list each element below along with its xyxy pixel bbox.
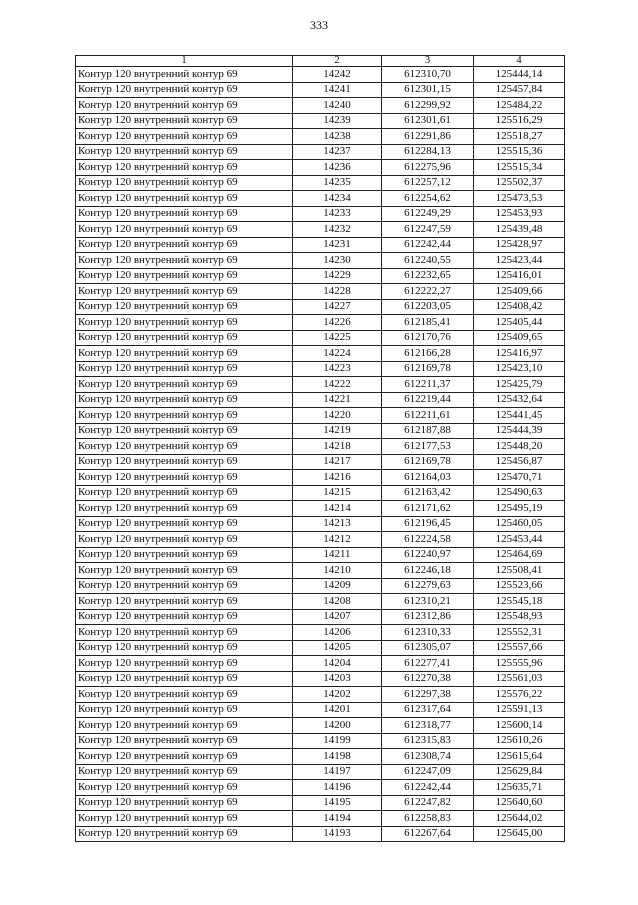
point-number-cell: 14219 <box>293 423 382 439</box>
y-coordinate-cell: 125432,64 <box>474 392 565 408</box>
y-coordinate-cell: 125428,97 <box>474 237 565 253</box>
table-row <box>76 330 565 346</box>
y-coordinate-cell: 125423,44 <box>474 253 565 269</box>
contour-name-cell: Контур 120 внутренний контур 69 <box>76 82 293 98</box>
y-coordinate-cell: 125490,63 <box>474 485 565 501</box>
x-coordinate-cell: 612242,44 <box>382 780 474 796</box>
y-coordinate-cell: 125464,69 <box>474 547 565 563</box>
point-number-cell: 14214 <box>293 501 382 517</box>
point-number-cell: 14215 <box>293 485 382 501</box>
y-coordinate-cell: 125561,03 <box>474 671 565 687</box>
contour-name-cell: Контур 120 внутренний контур 69 <box>76 749 293 765</box>
y-coordinate-cell: 125508,41 <box>474 563 565 579</box>
contour-name-cell: Контур 120 внутренний контур 69 <box>76 315 293 331</box>
point-number-cell: 14224 <box>293 346 382 362</box>
table-row <box>76 578 565 594</box>
point-number-cell: 14198 <box>293 749 382 765</box>
table-row <box>76 687 565 703</box>
table-row <box>76 361 565 377</box>
point-number-cell: 14212 <box>293 532 382 548</box>
y-coordinate-cell: 125456,87 <box>474 454 565 470</box>
table-row <box>76 733 565 749</box>
x-coordinate-cell: 612219,44 <box>382 392 474 408</box>
y-coordinate-cell: 125416,01 <box>474 268 565 284</box>
point-number-cell: 14217 <box>293 454 382 470</box>
point-number-cell: 14223 <box>293 361 382 377</box>
x-coordinate-cell: 612242,44 <box>382 237 474 253</box>
x-coordinate-cell: 612254,62 <box>382 191 474 207</box>
x-coordinate-cell: 612232,65 <box>382 268 474 284</box>
contour-name-cell: Контур 120 внутренний контур 69 <box>76 439 293 455</box>
point-number-cell: 14206 <box>293 625 382 641</box>
contour-name-cell: Контур 120 внутренний контур 69 <box>76 129 293 145</box>
table-row <box>76 656 565 672</box>
contour-name-cell: Контур 120 внутренний контур 69 <box>76 423 293 439</box>
x-coordinate-cell: 612312,86 <box>382 609 474 625</box>
y-coordinate-cell: 125645,00 <box>474 826 565 842</box>
table-row <box>76 160 565 176</box>
contour-name-cell: Контур 120 внутренний контур 69 <box>76 578 293 594</box>
point-number-cell: 14193 <box>293 826 382 842</box>
y-coordinate-cell: 125555,96 <box>474 656 565 672</box>
y-coordinate-cell: 125448,20 <box>474 439 565 455</box>
x-coordinate-cell: 612247,09 <box>382 764 474 780</box>
contour-name-cell: Контур 120 внутренний контур 69 <box>76 764 293 780</box>
table-row <box>76 191 565 207</box>
y-coordinate-cell: 125552,31 <box>474 625 565 641</box>
x-coordinate-cell: 612164,03 <box>382 470 474 486</box>
y-coordinate-cell: 125425,79 <box>474 377 565 393</box>
point-number-cell: 14236 <box>293 160 382 176</box>
contour-name-cell: Контур 120 внутренний контур 69 <box>76 532 293 548</box>
y-coordinate-cell: 125515,34 <box>474 160 565 176</box>
contour-name-cell: Контур 120 внутренний контур 69 <box>76 702 293 718</box>
contour-name-cell: Контур 120 внутренний контур 69 <box>76 160 293 176</box>
point-number-cell: 14207 <box>293 609 382 625</box>
table-row <box>76 594 565 610</box>
x-coordinate-cell: 612203,05 <box>382 299 474 315</box>
table-row <box>76 516 565 532</box>
contour-name-cell: Контур 120 внутренний контур 69 <box>76 268 293 284</box>
x-coordinate-cell: 612297,38 <box>382 687 474 703</box>
point-number-cell: 14234 <box>293 191 382 207</box>
table-row <box>76 237 565 253</box>
x-coordinate-cell: 612317,64 <box>382 702 474 718</box>
table-row <box>76 563 565 579</box>
contour-name-cell: Контур 120 внутренний контур 69 <box>76 144 293 160</box>
table-row <box>76 268 565 284</box>
y-coordinate-cell: 125444,14 <box>474 67 565 83</box>
point-number-cell: 14211 <box>293 547 382 563</box>
x-coordinate-cell: 612163,42 <box>382 485 474 501</box>
table-row <box>76 470 565 486</box>
point-number-cell: 14221 <box>293 392 382 408</box>
x-coordinate-cell: 612171,62 <box>382 501 474 517</box>
y-coordinate-cell: 125545,18 <box>474 594 565 610</box>
table-body <box>76 67 565 842</box>
table-header-row <box>76 56 565 67</box>
point-number-cell: 14197 <box>293 764 382 780</box>
x-coordinate-cell: 612247,59 <box>382 222 474 238</box>
point-number-cell: 14199 <box>293 733 382 749</box>
point-number-cell: 14225 <box>293 330 382 346</box>
contour-name-cell: Контур 120 внутренний контур 69 <box>76 811 293 827</box>
column-header-1: 1 <box>76 56 293 67</box>
y-coordinate-cell: 125416,97 <box>474 346 565 362</box>
table-row <box>76 625 565 641</box>
contour-name-cell: Контур 120 внутренний контур 69 <box>76 237 293 253</box>
table-row <box>76 67 565 83</box>
table-row <box>76 749 565 765</box>
point-number-cell: 14229 <box>293 268 382 284</box>
table-row <box>76 98 565 114</box>
point-number-cell: 14218 <box>293 439 382 455</box>
y-coordinate-cell: 125502,37 <box>474 175 565 191</box>
y-coordinate-cell: 125557,66 <box>474 640 565 656</box>
table-row <box>76 640 565 656</box>
table-row <box>76 532 565 548</box>
x-coordinate-cell: 612318,77 <box>382 718 474 734</box>
x-coordinate-cell: 612169,78 <box>382 454 474 470</box>
x-coordinate-cell: 612169,78 <box>382 361 474 377</box>
x-coordinate-cell: 612166,28 <box>382 346 474 362</box>
contour-name-cell: Контур 120 внутренний контур 69 <box>76 206 293 222</box>
y-coordinate-cell: 125615,64 <box>474 749 565 765</box>
table-row <box>76 718 565 734</box>
x-coordinate-cell: 612284,13 <box>382 144 474 160</box>
y-coordinate-cell: 125439,48 <box>474 222 565 238</box>
table-row <box>76 82 565 98</box>
point-number-cell: 14231 <box>293 237 382 253</box>
x-coordinate-cell: 612299,92 <box>382 98 474 114</box>
y-coordinate-cell: 125610,26 <box>474 733 565 749</box>
y-coordinate-cell: 125629,84 <box>474 764 565 780</box>
table-row <box>76 811 565 827</box>
y-coordinate-cell: 125408,42 <box>474 299 565 315</box>
point-number-cell: 14202 <box>293 687 382 703</box>
contour-name-cell: Контур 120 внутренний контур 69 <box>76 563 293 579</box>
point-number-cell: 14213 <box>293 516 382 532</box>
x-coordinate-cell: 612211,37 <box>382 377 474 393</box>
table-row <box>76 547 565 563</box>
point-number-cell: 14230 <box>293 253 382 269</box>
contour-name-cell: Контур 120 внутренний контур 69 <box>76 826 293 842</box>
table-row <box>76 485 565 501</box>
x-coordinate-cell: 612211,61 <box>382 408 474 424</box>
x-coordinate-cell: 612315,83 <box>382 733 474 749</box>
column-header-3: 3 <box>382 56 474 67</box>
x-coordinate-cell: 612185,41 <box>382 315 474 331</box>
contour-name-cell: Контур 120 внутренний контур 69 <box>76 253 293 269</box>
contour-name-cell: Контур 120 внутренний контур 69 <box>76 687 293 703</box>
y-coordinate-cell: 125644,02 <box>474 811 565 827</box>
contour-name-cell: Контур 120 внутренний контур 69 <box>76 718 293 734</box>
y-coordinate-cell: 125640,60 <box>474 795 565 811</box>
x-coordinate-cell: 612310,33 <box>382 625 474 641</box>
x-coordinate-cell: 612247,82 <box>382 795 474 811</box>
y-coordinate-cell: 125405,44 <box>474 315 565 331</box>
table-row <box>76 671 565 687</box>
table-row <box>76 129 565 145</box>
point-number-cell: 14220 <box>293 408 382 424</box>
y-coordinate-cell: 125635,71 <box>474 780 565 796</box>
x-coordinate-cell: 612310,21 <box>382 594 474 610</box>
contour-name-cell: Контур 120 внутренний контур 69 <box>76 594 293 610</box>
column-header-2: 2 <box>293 56 382 67</box>
x-coordinate-cell: 612249,29 <box>382 206 474 222</box>
x-coordinate-cell: 612222,27 <box>382 284 474 300</box>
point-number-cell: 14209 <box>293 578 382 594</box>
table-row <box>76 501 565 517</box>
table-row <box>76 439 565 455</box>
point-number-cell: 14222 <box>293 377 382 393</box>
x-coordinate-cell: 612170,76 <box>382 330 474 346</box>
point-number-cell: 14204 <box>293 656 382 672</box>
y-coordinate-cell: 125470,71 <box>474 470 565 486</box>
point-number-cell: 14194 <box>293 811 382 827</box>
contour-name-cell: Контур 120 внутренний контур 69 <box>76 547 293 563</box>
point-number-cell: 14216 <box>293 470 382 486</box>
contour-name-cell: Контур 120 внутренний контур 69 <box>76 640 293 656</box>
point-number-cell: 14239 <box>293 113 382 129</box>
contour-name-cell: Контур 120 внутренний контур 69 <box>76 67 293 83</box>
table-row <box>76 780 565 796</box>
table-row <box>76 392 565 408</box>
y-coordinate-cell: 125515,36 <box>474 144 565 160</box>
point-number-cell: 14210 <box>293 563 382 579</box>
x-coordinate-cell: 612308,74 <box>382 749 474 765</box>
y-coordinate-cell: 125576,22 <box>474 687 565 703</box>
point-number-cell: 14228 <box>293 284 382 300</box>
y-coordinate-cell: 125600,14 <box>474 718 565 734</box>
coordinates-table <box>75 55 565 842</box>
y-coordinate-cell: 125473,53 <box>474 191 565 207</box>
contour-name-cell: Контур 120 внутренний контур 69 <box>76 284 293 300</box>
contour-name-cell: Контур 120 внутренний контур 69 <box>76 330 293 346</box>
point-number-cell: 14238 <box>293 129 382 145</box>
contour-name-cell: Контур 120 внутренний контур 69 <box>76 609 293 625</box>
table-row <box>76 764 565 780</box>
table-row <box>76 795 565 811</box>
point-number-cell: 14240 <box>293 98 382 114</box>
point-number-cell: 14196 <box>293 780 382 796</box>
contour-name-cell: Контур 120 внутренний контур 69 <box>76 222 293 238</box>
x-coordinate-cell: 612301,15 <box>382 82 474 98</box>
y-coordinate-cell: 125591,13 <box>474 702 565 718</box>
point-number-cell: 14235 <box>293 175 382 191</box>
contour-name-cell: Контур 120 внутренний контур 69 <box>76 795 293 811</box>
x-coordinate-cell: 612224,58 <box>382 532 474 548</box>
x-coordinate-cell: 612301,61 <box>382 113 474 129</box>
contour-name-cell: Контур 120 внутренний контур 69 <box>76 733 293 749</box>
page-number: 333 <box>310 18 328 32</box>
table-row <box>76 315 565 331</box>
contour-name-cell: Контур 120 внутренний контур 69 <box>76 299 293 315</box>
x-coordinate-cell: 612277,41 <box>382 656 474 672</box>
point-number-cell: 14241 <box>293 82 382 98</box>
point-number-cell: 14232 <box>293 222 382 238</box>
contour-name-cell: Контур 120 внутренний контур 69 <box>76 408 293 424</box>
x-coordinate-cell: 612187,88 <box>382 423 474 439</box>
y-coordinate-cell: 125548,93 <box>474 609 565 625</box>
point-number-cell: 14201 <box>293 702 382 718</box>
y-coordinate-cell: 125444,39 <box>474 423 565 439</box>
table-row <box>76 609 565 625</box>
point-number-cell: 14200 <box>293 718 382 734</box>
table-row <box>76 284 565 300</box>
column-header-4: 4 <box>474 56 565 67</box>
point-number-cell: 14195 <box>293 795 382 811</box>
contour-name-cell: Контур 120 внутренний контур 69 <box>76 191 293 207</box>
contour-name-cell: Контур 120 внутренний контур 69 <box>76 98 293 114</box>
x-coordinate-cell: 612310,70 <box>382 67 474 83</box>
y-coordinate-cell: 125523,66 <box>474 578 565 594</box>
x-coordinate-cell: 612246,18 <box>382 563 474 579</box>
y-coordinate-cell: 125460,05 <box>474 516 565 532</box>
table-row <box>76 299 565 315</box>
table-row <box>76 206 565 222</box>
contour-name-cell: Контур 120 внутренний контур 69 <box>76 361 293 377</box>
table-row <box>76 253 565 269</box>
table-row <box>76 826 565 842</box>
table-row <box>76 113 565 129</box>
table-row <box>76 144 565 160</box>
point-number-cell: 14227 <box>293 299 382 315</box>
table-row <box>76 408 565 424</box>
point-number-cell: 14205 <box>293 640 382 656</box>
contour-name-cell: Контур 120 внутренний контур 69 <box>76 392 293 408</box>
table-row <box>76 222 565 238</box>
contour-name-cell: Контур 120 внутренний контур 69 <box>76 377 293 393</box>
contour-name-cell: Контур 120 внутренний контур 69 <box>76 671 293 687</box>
x-coordinate-cell: 612267,64 <box>382 826 474 842</box>
contour-name-cell: Контур 120 внутренний контур 69 <box>76 656 293 672</box>
y-coordinate-cell: 125457,84 <box>474 82 565 98</box>
contour-name-cell: Контур 120 внутренний контур 69 <box>76 516 293 532</box>
contour-name-cell: Контур 120 внутренний контур 69 <box>76 501 293 517</box>
x-coordinate-cell: 612275,96 <box>382 160 474 176</box>
point-number-cell: 14242 <box>293 67 382 83</box>
x-coordinate-cell: 612291,86 <box>382 129 474 145</box>
x-coordinate-cell: 612279,63 <box>382 578 474 594</box>
table-row <box>76 377 565 393</box>
contour-name-cell: Контур 120 внутренний контур 69 <box>76 625 293 641</box>
y-coordinate-cell: 125495,19 <box>474 501 565 517</box>
point-number-cell: 14208 <box>293 594 382 610</box>
x-coordinate-cell: 612270,38 <box>382 671 474 687</box>
x-coordinate-cell: 612240,97 <box>382 547 474 563</box>
y-coordinate-cell: 125453,44 <box>474 532 565 548</box>
y-coordinate-cell: 125484,22 <box>474 98 565 114</box>
y-coordinate-cell: 125409,65 <box>474 330 565 346</box>
contour-name-cell: Контур 120 внутренний контур 69 <box>76 780 293 796</box>
table-row <box>76 702 565 718</box>
y-coordinate-cell: 125453,93 <box>474 206 565 222</box>
x-coordinate-cell: 612196,45 <box>382 516 474 532</box>
point-number-cell: 14226 <box>293 315 382 331</box>
x-coordinate-cell: 612258,83 <box>382 811 474 827</box>
contour-name-cell: Контур 120 внутренний контур 69 <box>76 454 293 470</box>
point-number-cell: 14203 <box>293 671 382 687</box>
table-row <box>76 175 565 191</box>
x-coordinate-cell: 612240,55 <box>382 253 474 269</box>
y-coordinate-cell: 125423,10 <box>474 361 565 377</box>
y-coordinate-cell: 125441,45 <box>474 408 565 424</box>
contour-name-cell: Контур 120 внутренний контур 69 <box>76 470 293 486</box>
y-coordinate-cell: 125518,27 <box>474 129 565 145</box>
point-number-cell: 14233 <box>293 206 382 222</box>
table-row <box>76 454 565 470</box>
contour-name-cell: Контур 120 внутренний контур 69 <box>76 346 293 362</box>
x-coordinate-cell: 612257,12 <box>382 175 474 191</box>
point-number-cell: 14237 <box>293 144 382 160</box>
contour-name-cell: Контур 120 внутренний контур 69 <box>76 175 293 191</box>
y-coordinate-cell: 125516,29 <box>474 113 565 129</box>
y-coordinate-cell: 125409,66 <box>474 284 565 300</box>
table-row <box>76 346 565 362</box>
x-coordinate-cell: 612305,07 <box>382 640 474 656</box>
contour-name-cell: Контур 120 внутренний контур 69 <box>76 485 293 501</box>
table-row <box>76 423 565 439</box>
contour-name-cell: Контур 120 внутренний контур 69 <box>76 113 293 129</box>
x-coordinate-cell: 612177,53 <box>382 439 474 455</box>
